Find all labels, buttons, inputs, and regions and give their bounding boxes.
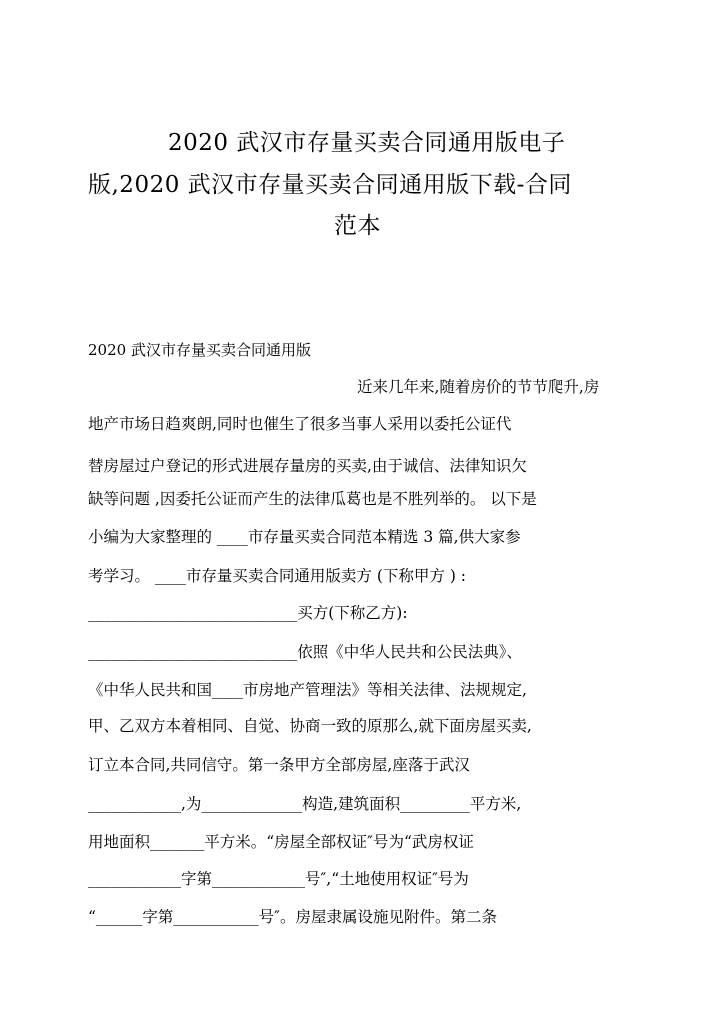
document-title-line-1: 2020 武汉市存量买卖合同通用版电子 bbox=[168, 130, 566, 156]
body-line: 替房屋过户登记的形式进展存量房的买卖,由于诚信、法律知识欠 bbox=[88, 457, 527, 475]
body-line: ___________________________依照《中华人民共和公民法典》、 bbox=[88, 643, 523, 661]
body-line: 地产市场日趋爽朗,同时也催生了很多当事人采用以委托公证代 bbox=[88, 415, 512, 433]
body-line: 缺等问题 ,因委托公证而产生的法律瓜葛也是不胜列举的。 以下是 bbox=[88, 490, 537, 508]
body-line: ____________字第____________号″,“土地使用权证″号为 bbox=[88, 870, 469, 888]
body-line: 考学习。 ____市存量买卖合同通用版卖方 (下称甲方 ) : bbox=[88, 567, 467, 585]
document-title-line-2: 版,2020 武汉市存量买卖合同通用版下载-合同 bbox=[88, 172, 572, 198]
body-line: 《中华人民共和国____市房地产管理法》等相关法律、法规规定, bbox=[88, 681, 527, 699]
body-line: 小编为大家整理的 ____市存量买卖合同范本精选 3 篇,供大家参 bbox=[88, 528, 521, 546]
body-line: 用地面积_______平方米。“房屋全部权证″号为“武房权证 bbox=[88, 833, 474, 851]
body-line: 甲、乙双方本着相同、自觉、协商一致的原那么,就下面房屋买卖, bbox=[88, 717, 532, 735]
document-title-line-3: 范本 bbox=[334, 213, 381, 239]
body-line: 订立本合同,共同信守。第一条甲方全部房屋,座落于武汉 bbox=[88, 756, 470, 774]
body-line: 近来几年来,随着房价的节节爬升,房 bbox=[357, 378, 600, 396]
body-line: “______字第___________号″。房屋隶属设施见附件。第二条 bbox=[88, 908, 497, 926]
body-line: ___________________________买方(下称乙方): bbox=[88, 604, 408, 622]
body-line: ____________,为_____________构造,建筑面积_________平方米, bbox=[88, 795, 522, 813]
document-subtitle: 2020 武汉市存量买卖合同通用版 bbox=[88, 341, 311, 359]
